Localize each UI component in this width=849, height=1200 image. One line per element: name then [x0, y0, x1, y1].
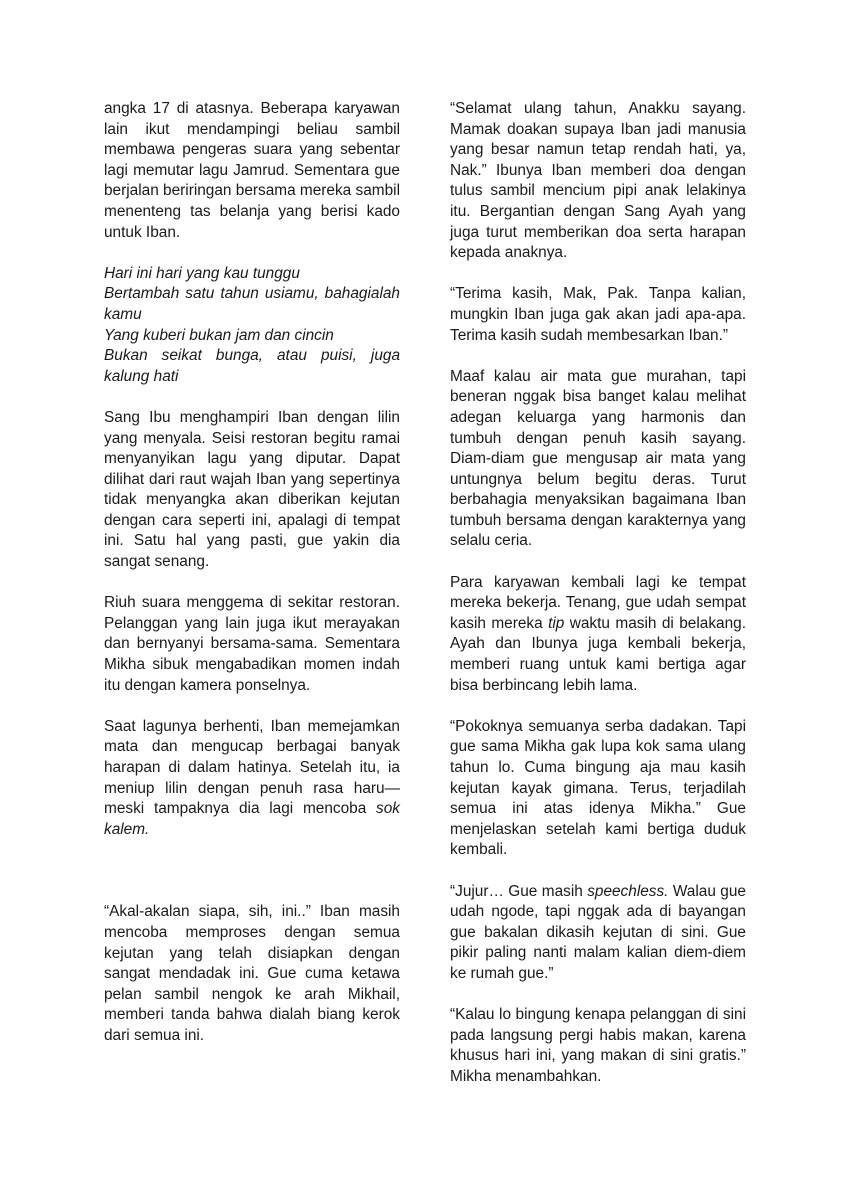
left-column: [104, 99, 400, 1067]
paragraph-text: waktu masih di belakang. Ayah dan Ibunya juga kembali bekerja, memberi ruang untuk kami bertiga agar bisa berbincang lebih lama.: [450, 614, 746, 694]
paragraph: “Terima kasih, Mak, Pak. Tanpa kalian, mungkin Iban juga gak akan jadi apa-apa. Terima kasih sudah membesarkan Iban.”: [450, 285, 746, 344]
paragraph: Maaf kalau air mata gue murahan, tapi beneran nggak bisa banget kalau melihat adegan keluarga yang harmonis dan tumbuh dengan penuh kasih sayang. Diam-diam gue mengusap air mata yang untungnya belum begitu deras. Turut berbahagia menyaksikan bagaimana Iban tumbuh bersama dengan karakternya yang selalu ceria.: [450, 367, 746, 550]
lyric-line: Yang kuberi bukan jam dan cincin: [104, 326, 334, 344]
song-lyrics: [104, 264, 400, 388]
lyric-line: Bertambah satu tahun usiamu, bahagialah kamu: [104, 285, 400, 323]
paragraph-text: “Jujur… Gue masih: [450, 882, 588, 900]
paragraph: angka 17 di atasnya. Beberapa karyawan lain ikut mendampingi beliau sambil membawa pengeras suara yang sebentar lagi memutar lagu Jamrud. Sementara gue berjalan beriringan bersama mereka sambil menenteng tas belanja yang berisi kado untuk Iban.: [104, 100, 400, 241]
paragraph-text: Walau gue udah ngode, tapi nggak ada di bayangan gue bakalan dikasih kejutan di sini. Gue pikir paling nanti malam kalian diem-diem ke rumah gue.”: [450, 882, 746, 982]
lyric-line: Hari ini hari yang kau tunggu: [104, 264, 300, 282]
paragraph: “Kalau lo bingung kenapa pelanggan di sini pada langsung pergi habis makan, karena khusus hari ini, yang makan di sini gratis.” Mikha menambahkan.: [450, 1006, 746, 1085]
paragraph: [104, 717, 400, 841]
paragraph-text: Saat lagunya berhenti, Iban memejamkan mata dan mengucap berbagai banyak harapan di dalam hatinya. Setelah itu, ia meniup lilin dengan penuh rasa haru—meski tampaknya dia lagi mencoba: [104, 717, 400, 818]
paragraph: “Akal-akalan siapa, sih, ini..” Iban masih mencoba memproses dengan semua kejutan yang telah disiapkan dengan sangat mendadak ini. Gue cuma ketawa pelan sambil nengok ke arah Mikhail, memberi tanda bahwa dialah biang kerok dari semua ini.: [104, 903, 400, 1044]
paragraph: “Pokoknya semuanya serba dadakan. Tapi gue sama Mikha gak lupa kok sama ulang tahun lo. Cuma bingung aja mau kasih kejutan kayak gimana. Terus, terjadilah semua ini atas idenya Mikha.” Gue menjelaskan setelah kami bertiga duduk kembali.: [450, 717, 746, 859]
paragraph: “Selamat ulang tahun, Anakku sayang. Mamak doakan supaya Iban jadi manusia yang besar namun tetap rendah hati, ya, Nak.” Ibunya Iban memberi doa dengan tulus sambil mencium pipi anak lelakinya itu. Bergantian dengan Sang Ayah yang juga turut memberikan doa serta harapan kepada anaknya.: [450, 100, 746, 262]
paragraph: Sang Ibu menghampiri Iban dengan lilin yang menyala. Seisi restoran begitu ramai menyanyikan lagu yang diputar. Dapat dilihat dari raut wajah Iban yang sepertinya tidak menyangka akan diberikan kejutan dengan cara seperti ini, apalagi di tempat ini. Satu hal yang pasti, gue yakin dia sangat senang.: [104, 408, 400, 571]
paragraph: [450, 882, 746, 985]
paragraph-text: Para karyawan kembali lagi ke tempat mereka bekerja. Tenang, gue udah sempat kasih mereka: [450, 573, 746, 632]
paragraph: Riuh suara menggema di sekitar restoran. Pelanggan yang lain juga ikut merayakan dan bernyanyi bersama-sama. Sementara Mikha sibuk mengabadikan momen indah itu dengan kamera ponselnya.: [104, 594, 400, 694]
right-column: [450, 99, 746, 1108]
paragraph: [450, 573, 746, 697]
italic-text: tip: [548, 614, 565, 632]
lyric-line: Bukan seikat bunga, atau puisi, juga kalung hati: [104, 347, 400, 385]
italic-text: speechless.: [587, 882, 669, 900]
italic-text: sok kalem.: [104, 800, 400, 838]
